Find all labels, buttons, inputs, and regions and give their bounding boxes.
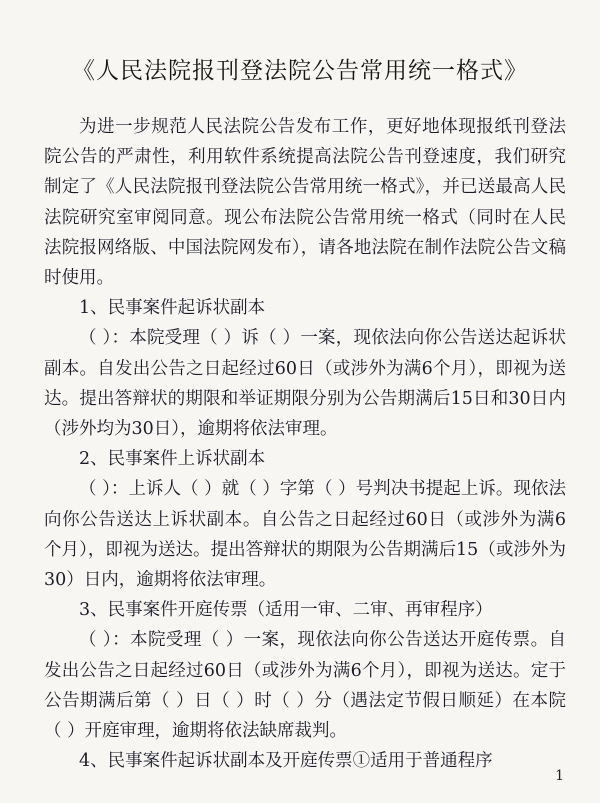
- section-1-heading: 1、民事案件起诉状副本: [79, 298, 266, 319]
- document-title: 《人民法院报刊登法院公告常用统一格式》: [72, 58, 528, 84]
- document-body: [44, 112, 566, 776]
- section-3-text: （ ）：本院受理（ ）一案，现依法向你公告送达开庭传票。自发出公告之日起经过60日（或涉外为满6个月），即视为送达。定于公告期满后第（ ）日（ ）时（ ）分（遇法定节假日顺延）在本院（ ）开庭审理，逾期将依法缺席裁判。: [44, 630, 566, 742]
- page-number: 1: [555, 768, 564, 784]
- section-2-heading: 2、民事案件上诉状副本: [79, 449, 266, 470]
- section-1-text: （ ）：本院受理（ ）诉（ ）一案，现依法向你公告送达起诉状副本。自发出公告之日起经过60日（或涉外为满6个月），即视为送达。提出答辩状的期限和举证期限分别为公告期满后15日和30日内（涉外均为30日），逾期将依法审理。: [44, 328, 566, 440]
- section-2-text: （ ）：上诉人（ ）就（ ）字第（ ）号判决书提起上诉。现依法向你公告送达上诉状副本。自公告之日起经过60日（或涉外为满6个月），即视为送达。提出答辩状的期限为公告期满后15（或涉外为30）日内，逾期将依法审理。: [44, 479, 566, 591]
- section-3-heading: 3、民事案件开庭传票（适用一审、二审、再审程序）: [79, 600, 493, 621]
- section-4-heading: 4、民事案件起诉状副本及开庭传票①适用于普通程序: [79, 751, 493, 772]
- intro-paragraph: 为进一步规范人民法院公告发布工作，更好地体现报纸刊登法院公告的严肃性，利用软件系统提高法院公告刊登速度，我们研究制定了《人民法院报刊登法院公告常用统一格式》，并已送最高人民法院研究室审阅同意。现公布法院公告常用统一格式（同时在人民法院报网络版、中国法院网发布），请各地法院在制作法院公告文稿时使用。: [44, 117, 566, 289]
